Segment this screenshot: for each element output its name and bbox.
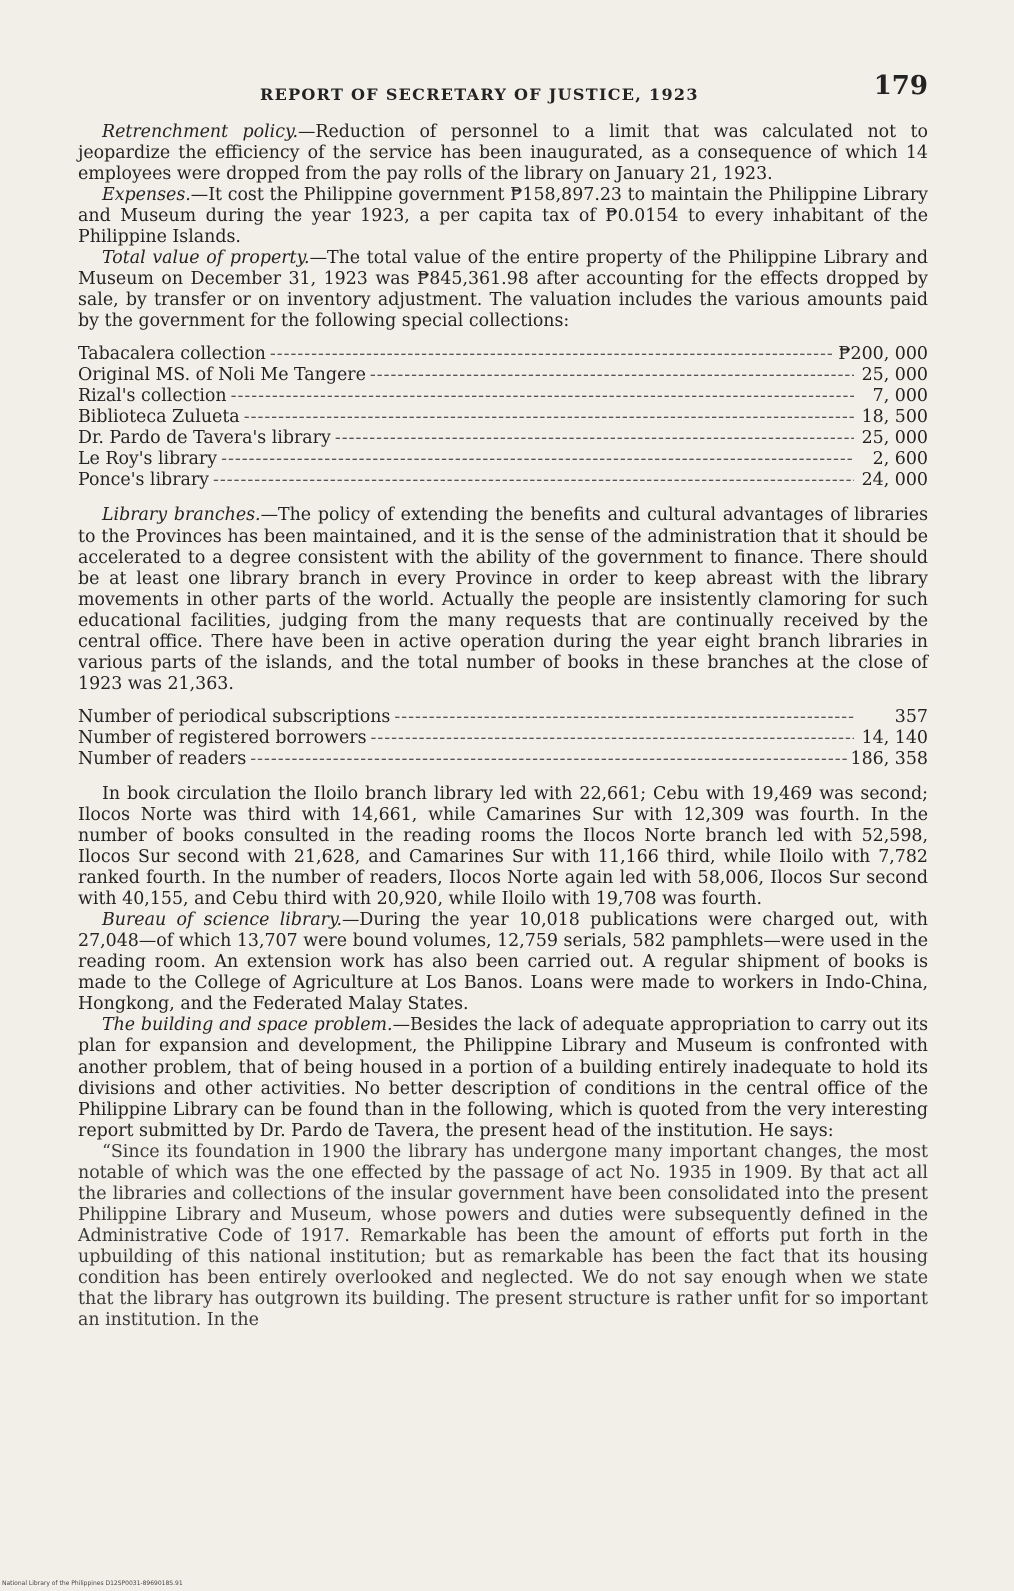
collection-row-value: ₱200, 000 <box>838 344 928 365</box>
collection-row-value: 25, 000 <box>861 365 928 386</box>
paragraph-library-branches <box>78 505 928 694</box>
branch-statistics-table <box>78 707 928 770</box>
statistic-row-value: 186, 358 <box>850 748 928 769</box>
dot-leader <box>221 449 854 470</box>
dot-leader <box>335 428 854 449</box>
collection-row-label: Original MS. of Noli Me Tangere <box>78 365 366 386</box>
paragraph-lead: Library branches. <box>102 505 261 526</box>
paragraph-text: —During the year 10,018 publications were charged out, with 27,048—of which 13,707 were bound volumes, 12,759 serials, 582 pamphlets—were used in the reading room. An extension work has also been carried out. A regular shipment of books is made to the College of Agriculture at Los Banos. Loans were made to workers in Indo-China, Hongkong, and the Federated Malay States. <box>78 910 928 1015</box>
paragraph-total-value <box>78 248 928 332</box>
paragraph-lead: Retrenchment policy. <box>102 122 298 142</box>
collection-row <box>78 449 928 470</box>
collection-row-label: Le Roy's library <box>78 449 218 470</box>
dot-leader <box>231 386 854 407</box>
running-header <box>78 71 928 122</box>
statistic-row <box>78 749 928 770</box>
page-number: 179 <box>873 71 928 101</box>
collection-row <box>78 344 928 365</box>
collection-row-label: Biblioteca Zulueta <box>78 407 240 428</box>
dot-leader <box>213 470 854 491</box>
statistic-row <box>78 728 928 749</box>
collection-row-value: 25, 000 <box>861 428 928 449</box>
collection-row <box>78 470 928 491</box>
paragraph-lead: Bureau of science library. <box>102 910 343 931</box>
collection-row-label: Ponce's library <box>78 470 210 491</box>
statistic-row-label: Number of readers <box>78 748 247 769</box>
paragraph-text: In book circulation the Iloilo branch library led with 22,661; Cebu with 19,469 was second; Ilocos Norte was third with 14,661, while Camarines Sur with 12,309 was fourth. In the number of books consulted in the reading rooms the Ilocos Norte branch led with 52,598, Ilocos Sur second with 21,628, and Camarines Sur with 11,166 third, while Iloilo with 7,782 ranked fourth. In the number of readers, Ilocos Norte again led with 58,006, Ilocos Sur second with 40,155, and Cebu third with 20,920, while Iloilo with 19,708 was fourth. <box>78 783 928 910</box>
collection-row-label: Dr. Pardo de Tavera's library <box>78 428 331 449</box>
special-collections-table <box>78 344 928 491</box>
paragraph-text: —The policy of extending the benefits and cultural advantages of libraries to the Provinces has been maintained, and it is the sense of the administration that it should be accelerated to a degree consistent with the ability of the government to finance. There should be at least one library branch in every Province in order to keep abreast with the library movements in other parts of the world. Actually the people are insistently clamoring for such educational facilities, judging from the many requests that are continually received by the central office. There have been in active operation during the year eight branch libraries in various parts of the islands, and the total number of books in these branches at the close of 1923 was 21,363. <box>78 505 928 694</box>
paragraph-retrenchment-policy <box>78 122 928 185</box>
statistic-row-value: 14, 140 <box>861 727 928 748</box>
paragraph-text: “Since its foundation in 1900 the library has undergone many important changes, the most notable of which was the one effected by the passage of act No. 1935 in 1909. By that act all the libraries and collections of the insular government have been consolidated into the present Philippine Library and Museum, whose powers and duties were subsequently defined in the Administrative Code of 1917. Remarkable has been the amount of efforts put forth in the upbuilding of this national institution; but as remarkable has been the fact that its housing condition has been entirely overlooked and neglected. We do not say enough when we state that the library has outgrown its building. The present structure is rather unfit for so important an institution. In the <box>78 1141 928 1331</box>
collection-row-value: 2, 600 <box>872 449 928 470</box>
dot-leader <box>371 728 855 749</box>
paragraph-text: —It cost the Philippine government ₱158,897.23 to maintain the Philippine Library and Museum during the year 1923, a per capita tax of ₱0.0154 to every inhabitant of the Philippine Islands. <box>78 185 928 248</box>
paragraph-lead: Total value of property. <box>102 248 310 269</box>
dot-leader <box>370 365 854 386</box>
page-content <box>78 71 928 1331</box>
paragraph-text: —Reduction of personnel to a limit that was calculated not to jeopardize the efficiency of the service has been inaugurated, as a consequence of which 14 employees were dropped from the pay rolls of the library on January 21, 1923. <box>78 122 928 185</box>
collection-row <box>78 428 928 449</box>
collection-row-label: Rizal's collection <box>78 386 227 407</box>
dot-leader <box>270 344 834 365</box>
running-header-title: REPORT OF SECRETARY OF JUSTICE, 1923 <box>260 85 699 104</box>
collection-row <box>78 365 928 386</box>
collection-row-value: 7, 000 <box>872 386 928 407</box>
paragraph-book-circulation <box>78 784 928 910</box>
statistic-row-label: Number of registered borrowers <box>78 727 367 748</box>
dot-leader <box>244 407 854 428</box>
scan-credit: National Library of the Philippines D12SP0031-8969018S.91 <box>2 1580 183 1587</box>
dot-leader <box>394 707 854 728</box>
statistic-row-value: 357 <box>894 706 928 727</box>
collection-row <box>78 407 928 428</box>
paragraph-lead: Expenses. <box>102 185 191 206</box>
collection-row-label: Tabacalera collection <box>78 344 266 365</box>
statistic-row-label: Number of periodical subscriptions <box>78 706 391 727</box>
paragraph-text: —Besides the lack of adequate appropriation to carry out its plan for expansion and development, the Philippine Library and Museum is confronted with another problem, that of being housed in a portion of a building entirely inadequate to hold its divisions and other activities. No better description of conditions in the central office of the Philippine Library can be found than in the following, which is quoted from the very interesting report submitted by Dr. Pardo de Tavera, the present head of the institution. He says: <box>78 1015 928 1141</box>
paragraph-lead: The building and space problem. <box>102 1015 393 1036</box>
dot-leader <box>250 749 846 770</box>
paragraph-expenses <box>78 185 928 248</box>
collection-row-value: 24, 000 <box>861 470 928 491</box>
paragraph-bureau-of-science-library <box>78 910 928 1015</box>
collection-row-value: 18, 500 <box>861 407 928 428</box>
statistic-row <box>78 707 928 728</box>
collection-row <box>78 386 928 407</box>
paragraph-building-space-problem <box>78 1015 928 1141</box>
paragraph-quotation <box>78 1142 928 1331</box>
paragraph-text: —The total value of the entire property of the Philippine Library and Museum on December 31, 1923 was ₱845,361.98 after accounting for the effects dropped by sale, by transfer or on inventory adjustment. The valuation includes the various amounts paid by the government for the following special collections: <box>78 248 928 332</box>
